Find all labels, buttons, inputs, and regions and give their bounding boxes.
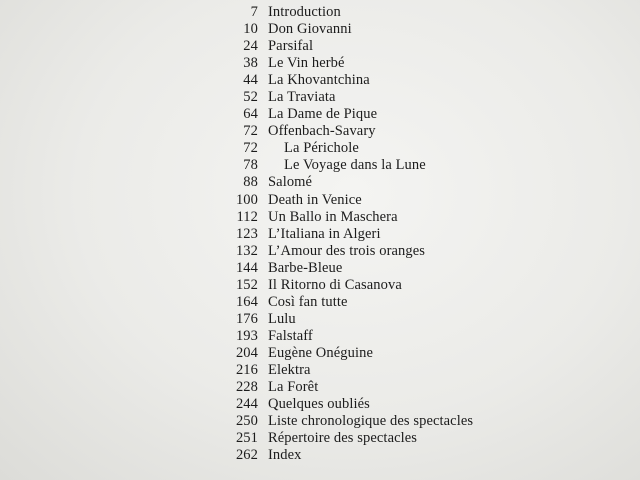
toc-title: Eugène Onéguine [268,344,373,361]
toc-title: La Traviata [268,89,336,106]
toc-title: Salomé [268,174,313,191]
toc-title: Introduction [268,4,341,20]
toc-entry [200,260,530,277]
toc-title: Le Vin herbé [268,55,345,72]
toc-title: Falstaff [268,327,313,344]
toc-title: Répertoire des spectacles [268,430,418,447]
toc-page-number: 164 [235,293,258,310]
toc-entry [200,192,530,209]
toc-page-number: 228 [235,379,258,396]
toc-page-number: 72 [243,140,258,157]
toc-entry [200,430,530,447]
toc-title: La Khovantchina [268,72,370,89]
toc-title: Index [268,447,302,464]
toc-title: Death in Venice [268,191,362,208]
toc-page-number: 204 [235,344,258,361]
toc-entry [200,345,530,362]
toc-page-number: 72 [243,123,258,140]
toc-entry [200,396,530,413]
toc-entry [200,209,530,226]
toc-entry [200,447,530,464]
toc-title: L’Italiana in Algeri [268,225,381,242]
toc-page-number: 132 [235,242,258,259]
toc-page-number: 176 [235,310,258,327]
toc-title: La Dame de Pique [268,106,378,123]
toc-entry [200,413,530,430]
toc-page-number: 7 [250,4,258,20]
toc-page-number: 152 [235,276,258,293]
toc-page-number: 88 [243,174,258,191]
toc-entry [200,243,530,260]
toc-page-number: 216 [235,361,258,378]
toc-title: Offenbach-Savary [268,123,376,140]
toc-page-number: 193 [235,327,258,344]
toc-entry [200,140,530,157]
toc-title: Don Giovanni [268,21,352,38]
toc-page-number: 144 [235,259,258,276]
toc-page-number: 251 [235,430,258,447]
toc-title: Liste chronologique des spectacles [268,413,474,430]
toc-title: Così fan tutte [268,293,348,310]
toc-page-number: 244 [235,396,258,413]
toc-page-number: 44 [243,72,258,89]
toc-page-number: 123 [235,225,258,242]
toc-entry [200,311,530,328]
toc-title: Barbe-Bleue [268,259,343,276]
toc-entry [200,379,530,396]
toc-title: Lulu [268,310,296,327]
toc-title: Elektra [268,361,311,378]
toc-entry [200,123,530,140]
toc-entry [200,89,530,106]
table-of-contents [200,4,530,464]
toc-title: La Périchole [284,140,359,157]
toc-entry [200,328,530,345]
toc-page-number: 262 [235,447,258,464]
toc-title: L’Amour des trois oranges [268,242,426,259]
toc-entry [200,362,530,379]
toc-page-number: 64 [243,106,258,123]
toc-page-number: 100 [235,191,258,208]
toc-entry [200,21,530,38]
toc-entry [200,106,530,123]
toc-page-number: 250 [235,413,258,430]
toc-page-number: 112 [236,208,258,225]
toc-title: Quelques oubliés [268,396,370,413]
toc-entry [200,277,530,294]
toc-title: Il Ritorno di Casanova [268,276,402,293]
toc-entry [200,72,530,89]
toc-page-number: 38 [243,55,258,72]
toc-entry [200,157,530,174]
toc-page-number: 10 [243,21,258,38]
toc-entry [200,294,530,311]
toc-title: Le Voyage dans la Lune [284,157,426,174]
toc-title: Parsifal [268,38,314,55]
toc-entry [200,38,530,55]
toc-title: La Forêt [268,379,319,396]
toc-entry [200,174,530,191]
toc-page-number: 24 [243,38,258,55]
toc-page-number: 78 [243,157,258,174]
toc-entry [200,4,530,21]
toc-page-number: 52 [243,89,258,106]
toc-title: Un Ballo in Maschera [268,208,398,225]
toc-entry [200,226,530,243]
toc-entry [200,55,530,72]
